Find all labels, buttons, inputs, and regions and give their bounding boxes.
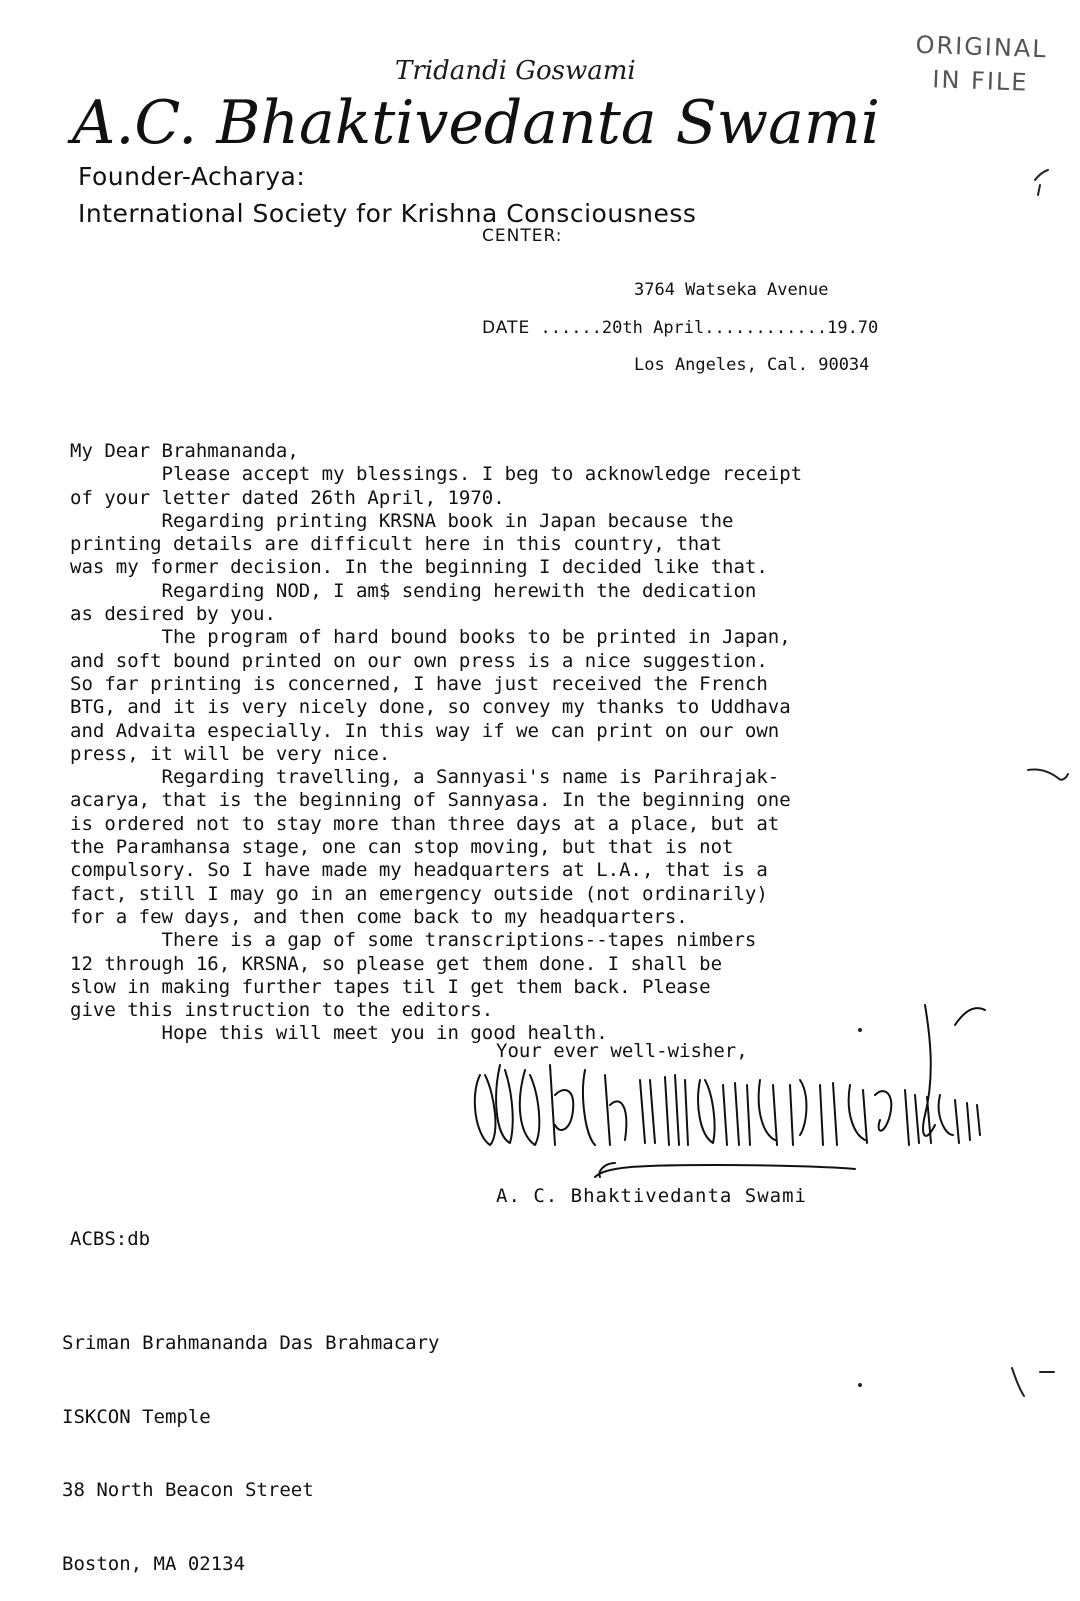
founder-line-1: Founder-Acharya: <box>78 162 306 191</box>
body-line: printing details are difficult here in this country, that <box>70 533 723 556</box>
body-line: acarya, that is the beginning of Sannyasa. In the beginning one <box>70 789 791 812</box>
body-line: Hope this will meet you in good health. <box>70 1022 608 1045</box>
center-address-line-1: 3764 Watseka Avenue <box>634 280 829 300</box>
addressee-line-4: Boston, MA 02134 <box>62 1552 246 1575</box>
body-line: There is a gap of some transcriptions--tapes nimbers <box>70 929 757 952</box>
addressee-line-3: 38 North Beacon Street <box>62 1479 314 1501</box>
letterhead-title-big: A.C. Bhaktivedanta Swami <box>72 88 880 158</box>
body-line: The program of hard bound books to be printed in Japan, <box>70 626 791 649</box>
date-dots-after: ............ <box>704 318 828 338</box>
date-day-month: 20th April <box>601 318 705 338</box>
addressee-line-2: ISKCON Temple <box>62 1405 211 1428</box>
body-line: and Advaita especially. In this way if we can print on our own <box>70 719 780 742</box>
body-line: fact, still I may go in an emergency outside (not ordinarily) <box>70 882 768 905</box>
body-line: 12 through 16, KRSNA, so please get them done. I shall be <box>70 952 723 975</box>
body-line: Regarding printing KRSNA book in Japan because the <box>70 509 734 532</box>
date-year: 19.70 <box>827 318 879 338</box>
body-line: as desired by you. <box>70 603 276 626</box>
body-line: compulsory. So I have made my headquarters at L.A., that is a <box>70 859 768 882</box>
center-label: CENTER: <box>482 226 563 246</box>
founder-line-2: International Society for Krishna Consciousness <box>78 199 697 228</box>
stamp-line-1: ORIGINAL <box>915 30 1049 64</box>
body-line: So far printing is concerned, I have just received the French <box>70 672 768 695</box>
date-dots-before: ...... <box>540 318 602 338</box>
signature-name: A. C. Bhaktivedanta Swami <box>496 1185 807 1207</box>
body-line: Regarding travelling, a Sannyasi's name is Parihrajak- <box>70 766 780 789</box>
letterhead-title-small: Tridandi Goswami <box>395 56 636 86</box>
date-label: DATE <box>482 318 531 338</box>
body-line: was my former decision. In the beginning I decided like that. <box>70 556 768 579</box>
body-line: My Dear Brahmananda, <box>70 440 299 462</box>
body-line: Please accept my blessings. I beg to acknowledge receipt <box>70 463 803 486</box>
stamp-line-2: IN FILE <box>931 65 1029 97</box>
body-line: of your letter dated 26th April, 1970. <box>70 486 505 509</box>
closing-line: Your ever well-wisher, <box>496 1040 748 1062</box>
body-line: for a few days, and then come back to my headquarters. <box>70 905 688 928</box>
reference-initials: ACBS:db <box>70 1228 151 1250</box>
body-line: slow in making further tapes til I get them back. Please <box>70 975 711 998</box>
addressee-line-1: Sriman Brahmananda Das Brahmacary <box>62 1332 440 1354</box>
body-line: give this instruction to the editors. <box>70 999 494 1022</box>
body-line: and soft bound printed on our own press is a nice suggestion. <box>70 649 768 672</box>
center-address-line-2: Los Angeles, Cal. 90034 <box>634 355 870 375</box>
body-line: Regarding NOD, I am$ sending herewith the dedication <box>70 579 757 602</box>
body-line: the Paramhansa stage, one can stop moving, but that is not <box>70 836 734 859</box>
body-line: is ordered not to stay more than three days at a place, but at <box>70 812 780 835</box>
body-line: press, it will be very nice. <box>70 742 391 765</box>
body-line: BTG, and it is very nicely done, so convey my thanks to Uddhava <box>70 696 791 719</box>
